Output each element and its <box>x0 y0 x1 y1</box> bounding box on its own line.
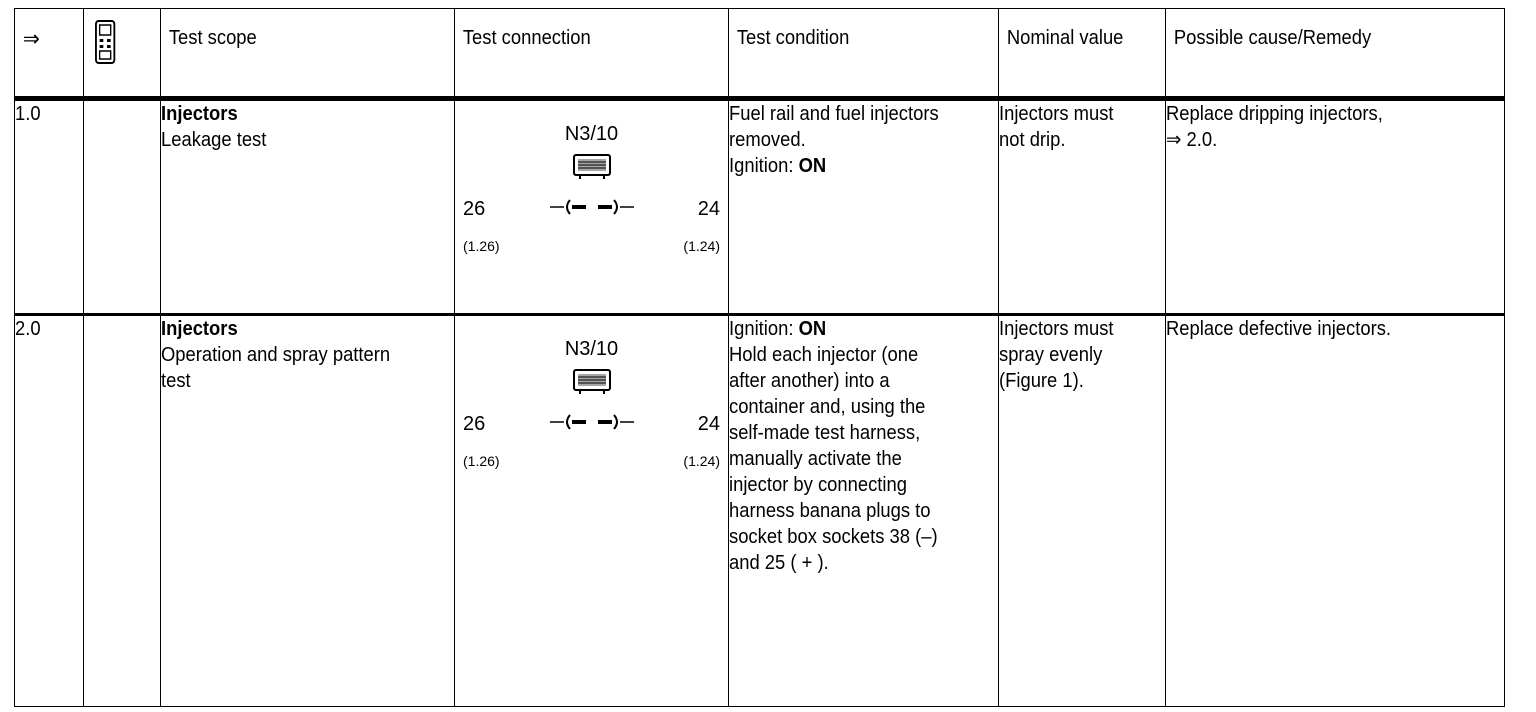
condition-line: and 25 ( + ). <box>729 552 829 574</box>
pin-left: 26 <box>463 198 486 220</box>
arrow-icon: ⇒ <box>22 26 40 51</box>
header-possible-cause: Possible cause/Remedy <box>1166 9 1478 99</box>
nominal-value-cell <box>999 315 1166 707</box>
scope-description: Leakage test <box>161 129 267 151</box>
nominal-line: not drip. <box>999 129 1066 151</box>
socket-box-icon <box>572 153 612 181</box>
condition-line: manually activate the <box>729 448 902 470</box>
test-procedure-table-page <box>14 8 1504 696</box>
pin-left-reference: (1.26) <box>463 453 500 469</box>
connector-name: N3/10 <box>564 338 619 360</box>
pin-left-reference: (1.26) <box>463 238 500 254</box>
connection-diagram <box>455 101 728 313</box>
header-arrow <box>15 9 78 99</box>
ignition-condition <box>729 153 996 179</box>
test-scope-cell <box>161 99 455 315</box>
remedy-cell <box>1166 99 1505 315</box>
pin-right: 24 <box>697 413 720 435</box>
condition-line: harness banana plugs to <box>729 500 931 522</box>
header-row <box>15 9 1505 99</box>
scope-description: Operation and spray pattern <box>161 344 391 366</box>
remedy-line: Replace dripping injectors, <box>1166 103 1383 125</box>
pin-right-reference: (1.24) <box>683 238 720 254</box>
test-lead-icon <box>550 412 634 432</box>
socket-box-icon <box>572 368 612 396</box>
tester-cell <box>84 99 161 315</box>
scope-title: Injectors <box>161 103 238 125</box>
scope-title: Injectors <box>161 318 238 340</box>
header-test-connection: Test connection <box>455 9 707 99</box>
nominal-line: spray evenly <box>999 344 1103 366</box>
test-connection-cell <box>455 99 729 315</box>
test-condition-cell <box>729 99 999 315</box>
condition-line: after another) into a <box>729 370 890 392</box>
scope-description: test <box>161 370 191 392</box>
condition-line: Hold each injector (one <box>729 344 919 366</box>
pin-right-reference: (1.24) <box>683 453 720 469</box>
header-test-condition: Test condition <box>729 9 977 99</box>
ignition-condition <box>729 316 996 342</box>
condition-line: self-made test harness, <box>729 422 921 444</box>
ignition-label: Ignition: <box>729 318 794 340</box>
test-lead-icon <box>550 197 634 217</box>
remedy-reference: ⇒ 2.0. <box>1166 129 1218 151</box>
condition-line: Fuel rail and fuel injectors <box>729 103 939 125</box>
step-number: 1.0 <box>15 99 84 315</box>
test-condition-cell <box>729 315 999 707</box>
nominal-line: Injectors must <box>999 318 1114 340</box>
ignition-label: Ignition: <box>729 155 794 177</box>
connection-diagram <box>455 316 728 706</box>
table-row <box>15 99 1505 315</box>
remedy-cell <box>1166 315 1505 707</box>
test-procedure-table <box>14 8 1505 707</box>
header-test-scope: Test scope <box>161 9 431 99</box>
remedy-line: Replace defective injectors. <box>1166 318 1392 340</box>
condition-line: removed. <box>729 129 806 151</box>
header-tester <box>84 9 155 99</box>
nominal-value-cell <box>999 99 1166 315</box>
nominal-line: (Figure 1). <box>999 370 1084 392</box>
step-number: 2.0 <box>15 315 84 707</box>
tester-cell <box>84 315 161 707</box>
condition-line: socket box sockets 38 (–) <box>729 526 938 548</box>
ignition-value: ON <box>798 318 827 340</box>
table-row <box>15 315 1505 707</box>
tester-icon <box>93 19 115 65</box>
condition-line: container and, using the <box>729 396 926 418</box>
header-nominal-value: Nominal value <box>999 9 1153 99</box>
connector-name: N3/10 <box>564 123 619 145</box>
test-scope-cell <box>161 315 455 707</box>
nominal-line: Injectors must <box>999 103 1114 125</box>
pin-right: 24 <box>697 198 720 220</box>
ignition-value: ON <box>798 155 827 177</box>
pin-left: 26 <box>463 413 486 435</box>
condition-line: injector by connecting <box>729 474 907 496</box>
test-connection-cell <box>455 315 729 707</box>
